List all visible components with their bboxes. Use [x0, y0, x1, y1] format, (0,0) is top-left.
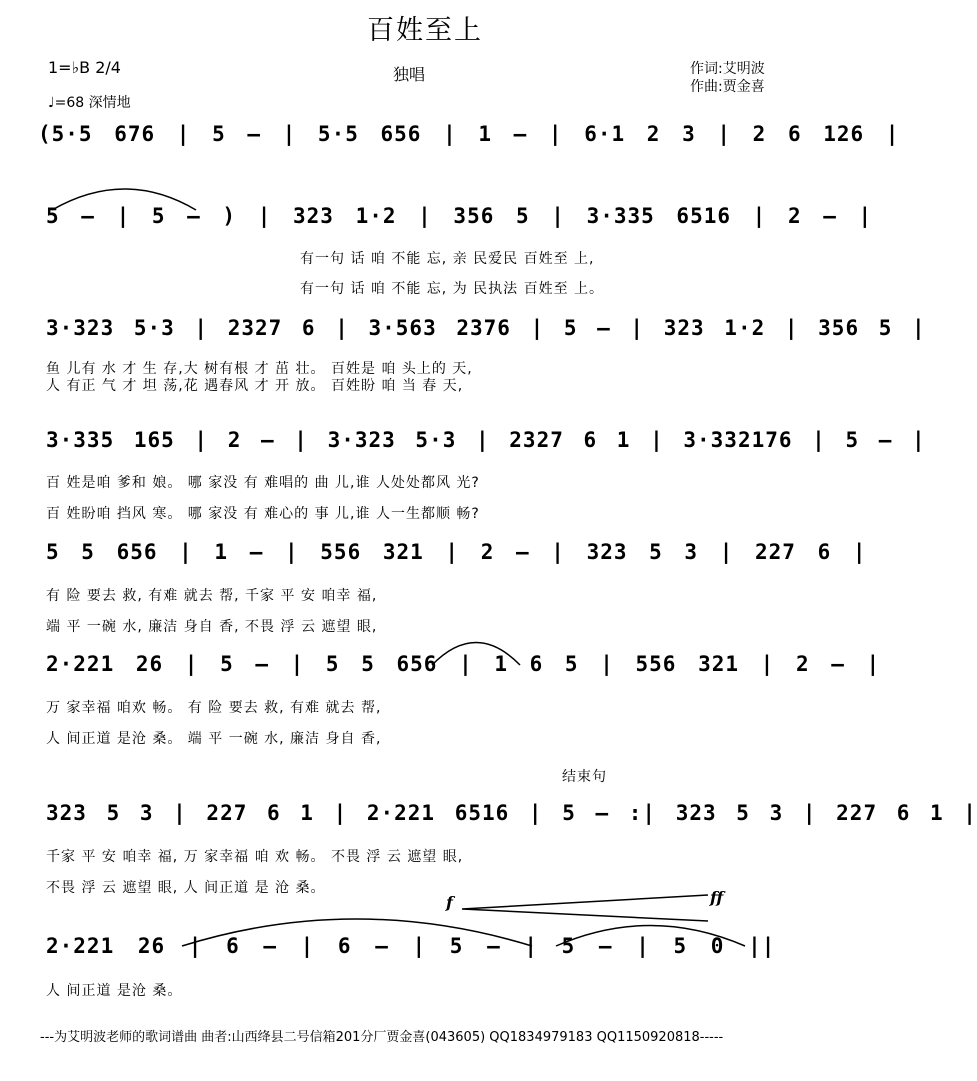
staff-music: 3·335 165 | 2 – | 3·323 5·3 | 2327 6 1 | 3·332176 | 5 – |	[46, 428, 926, 452]
ending-annotation: 结束句	[562, 769, 607, 785]
lyric-line: 鱼 儿有 水 才 生 存,大 树有根 才 茁 壮。 百姓是 咱 头上的 天,	[46, 361, 473, 377]
lyric-line: 百 姓是咱 爹和 娘。 哪 家没 有 难唱的 曲 儿,谁 人处处都风 光?	[46, 475, 480, 491]
footer-note: ---为艾明波老师的歌词谱曲 曲者:山西绛县二号信箱201分厂贾金喜(043605) QQ1834979183 QQ1150920818-----	[40, 1030, 724, 1045]
lyric-line: 人 间正道 是沧 桑。	[46, 983, 183, 999]
staff-music: (5·5 676 | 5 – | 5·5 656 | 1 – | 6·1 2 3 | 2 6 126 |	[38, 122, 900, 146]
staff-music: 3·323 5·3 | 2327 6 | 3·563 2376 | 5 – | 323 1·2 | 356 5 |	[46, 316, 926, 340]
lyric-line: 人 间正道 是沧 桑。 端 平 一碗 水, 廉洁 身自 香,	[46, 731, 382, 747]
lyric-line: 千家 平 安 咱幸 福, 万 家幸福 咱 欢 畅。 不畏 浮 云 遮望 眼,	[46, 849, 464, 865]
staff-music: 5 5 656 | 1 – | 556 321 | 2 – | 323 5 3 | 227 6 |	[46, 540, 867, 564]
slur	[556, 926, 745, 947]
lyric-line: 万 家幸福 咱欢 畅。 有 险 要去 救, 有难 就去 帮,	[46, 700, 382, 716]
composer: 作曲:贾金喜	[690, 79, 765, 95]
key-signature: 1=♭B 2/4	[48, 58, 121, 77]
lyric-line: 人 有正 气 才 坦 荡,花 遇春风 才 开 放。 百姓盼 咱 当 春 天,	[46, 378, 464, 394]
lyric-line: 有一句 话 咱 不能 忘, 亲 民爱民 百姓至 上,	[300, 251, 595, 267]
crescendo-hairpin	[462, 895, 708, 921]
tempo-marking: ♩=68 深情地	[48, 95, 131, 111]
lyric-line: 百 姓盼咱 挡风 寒。 哪 家没 有 难心的 事 儿,谁 人一生都顺 畅?	[46, 506, 480, 522]
staff-music: 2·221 26 | 5 – | 5 5 656 | 1 6 5 | 556 321 | 2 – |	[46, 652, 881, 676]
staff-music: 323 5 3 | 227 6 1 | 2·221 6516 | 5 – :| 323 5 3 | 227 6 1 |	[46, 801, 977, 825]
performance-type: 独唱	[393, 65, 426, 84]
lyric-line: 不畏 浮 云 遮望 眼, 人 间正道 是 沧 桑。	[46, 880, 326, 896]
lyric-line: 有 险 要去 救, 有难 就去 帮, 千家 平 安 咱幸 福,	[46, 588, 378, 604]
page-title: 百姓至上	[367, 15, 483, 46]
dynamic-fortissimo: ff	[710, 888, 724, 907]
lyric-line: 端 平 一碗 水, 廉洁 身自 香, 不畏 浮 云 遮望 眼,	[46, 619, 378, 635]
dynamic-forte: f	[446, 893, 453, 912]
lyricist: 作词:艾明波	[690, 61, 765, 77]
staff-music: 2·221 26 | 6 – | 6 – | 5 – | 5 – | 5 0 ||	[46, 934, 776, 958]
staff-music: 5 – | 5 – ) | 323 1·2 | 356 5 | 3·335 6516 | 2 – |	[46, 204, 873, 228]
slur	[182, 919, 532, 946]
lyric-line: 有一句 话 咱 不能 忘, 为 民执法 百姓至 上。	[300, 281, 605, 297]
slur	[432, 643, 520, 666]
slur	[52, 189, 196, 210]
